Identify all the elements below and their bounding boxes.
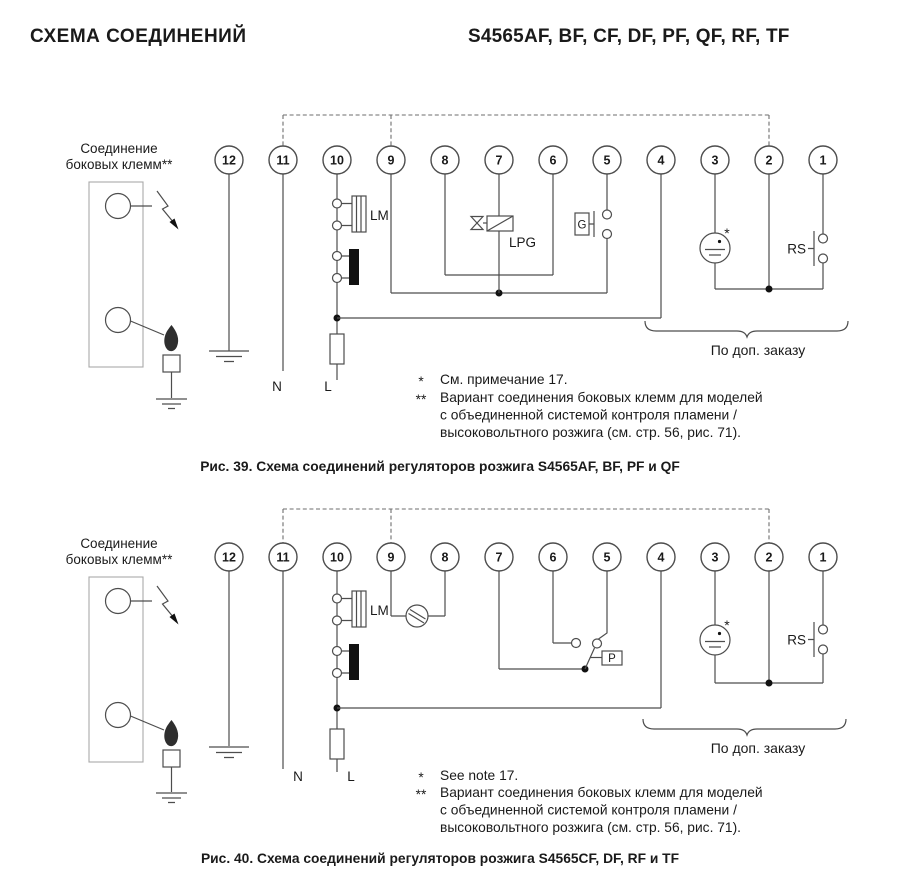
fig40-fan-motor [391,571,445,627]
fig39-optional-brace [645,321,848,358]
fig40-side-label-1: Соединение [80,536,158,551]
fig39-terminal-strip [215,146,837,174]
terminal-10 [323,146,351,174]
terminal-label: 8 [441,550,449,565]
note-text: с объединенной системой контроля пламени / [440,802,737,818]
fig40-lm-label: LM [370,603,389,618]
terminal-label: 12 [222,153,236,168]
fig39-g-label: G [577,219,587,232]
fig39-earth-terminal12 [209,174,249,362]
terminal-label: 10 [330,550,344,565]
terminal-10 [323,543,351,571]
terminal-label: 4 [657,550,665,565]
terminal-4 [647,543,675,571]
fig40-pressure-switch [499,571,622,673]
fig39-side-label-1: Соединение [80,141,158,156]
fig40-limit-module [333,571,389,627]
fig39-gas-switch [575,174,612,293]
fig39-flame-sensor [700,174,730,289]
fig39-limit-module [333,174,389,232]
page-header [0,26,903,50]
terminal-label: 9 [387,153,395,168]
note-marker: * [418,770,424,785]
fig39-optional-label: По доп. заказу [710,342,806,358]
fig40-optional-brace [643,719,846,756]
terminal-8 [431,146,459,174]
terminal-label: 3 [711,153,719,168]
fig39-sensor-bus [715,174,823,293]
fig40-caption: Рис. 40. Схема соединений регуляторов розжига S4565CF, DF, RF и TF [200,851,680,866]
terminal-3 [701,146,729,174]
terminal-3 [701,543,729,571]
fig39-rs-label: RS [787,241,806,257]
terminal-label: 1 [819,153,827,168]
fig39-side-label-2: боковых клемм** [65,157,173,172]
fig40-side-label-2: боковых клемм** [65,552,173,567]
fig40-wiring-diagram [0,490,903,880]
terminal-6 [539,146,567,174]
terminal-1 [809,543,837,571]
terminal-label: 5 [603,550,611,565]
note-marker: ** [415,392,427,407]
terminal-1 [809,146,837,174]
terminal-label: 11 [276,153,290,168]
fig39-dashed-link [283,115,769,146]
fig40-notes [416,768,763,835]
fig40-sensor-bus [715,571,823,687]
terminal-2 [755,543,783,571]
fig39-lm-label: LM [370,208,389,223]
fig40-optional-label: По доп. заказу [710,740,806,756]
terminal-label: 5 [603,153,611,168]
fig39-line-label: L [324,379,332,394]
note-text: высоковольтного розжига (см. стр. 56, рис. 71). [440,820,742,835]
flame-icon [164,720,178,746]
fig40-side-terminal-block [66,536,187,803]
spark-icon [157,191,174,223]
fig39-notes [416,372,763,440]
model-list-title: S4565AF, BF, CF, DF, PF, QF, RF, TF [468,26,790,47]
terminal-label: 1 [819,550,827,565]
fig40-flame-sensor [700,571,730,683]
terminal-label: 7 [495,550,503,565]
fig40-rs-label: RS [787,632,806,648]
terminal-label: 6 [549,550,557,565]
fig40-reset-switch [787,571,827,683]
terminal-2 [755,146,783,174]
fig39-side-terminal-block [66,141,187,409]
flame-icon [164,325,178,351]
spark-icon [157,586,174,618]
terminal-label: 7 [495,153,503,168]
terminal-6 [539,543,567,571]
note-marker: ** [415,787,427,802]
terminal-4 [647,146,675,174]
fig40-p-label: P [608,653,616,665]
page-title: СХЕМА СОЕДИНЕНИЙ [30,26,247,47]
fig39-sensor-note-marker: * [724,225,730,241]
fig39-fuse [324,283,344,395]
fig40-terminal-strip [215,543,837,571]
terminal-9 [377,543,405,571]
terminal-12 [215,146,243,174]
terminal-label: 2 [765,153,773,168]
fig39-push-button [333,230,360,285]
fig40-fuse [330,678,355,785]
note-text: высоковольтного розжига (см. стр. 56, рис. 71). [440,425,742,440]
terminal-9 [377,146,405,174]
terminal-label: 6 [549,153,557,168]
note-marker: * [418,374,424,389]
fig40-push-button [333,625,360,680]
terminal-11 [269,543,297,571]
fig39-reset-switch [787,174,827,289]
terminal-label: 2 [765,550,773,565]
fig39-caption: Рис. 39. Схема соединений регуляторов розжига S4565AF, BF, PF и QF [200,459,680,474]
terminal-5 [593,543,621,571]
note-text: с объединенной системой контроля пламени / [440,407,737,423]
terminal-label: 3 [711,550,719,565]
terminal-label: 11 [276,550,290,565]
fig39-lpg-label: LPG [509,235,537,250]
terminal-label: 9 [387,550,395,565]
fig39-wiring-diagram [0,95,903,485]
fig40-neutral-label: N [293,769,303,784]
note-text: См. примечание 17. [440,372,568,387]
note-text: See note 17. [440,768,519,783]
fig40-earth-terminal12 [209,571,249,758]
terminal-label: 4 [657,153,665,168]
fig40-line-label: L [347,769,355,784]
note-text: Вариант соединения боковых клемм для моделей [440,785,763,800]
terminal-11 [269,146,297,174]
terminal-12 [215,543,243,571]
terminal-label: 10 [330,153,344,168]
fig40-sensor-note-marker: * [724,617,730,633]
terminal-label: 8 [441,153,449,168]
terminal-5 [593,146,621,174]
fig39-neutral-label: N [272,379,282,394]
terminal-label: 12 [222,550,236,565]
note-text: Вариант соединения боковых клемм для моделей [440,390,763,405]
terminal-7 [485,543,513,571]
fig40-dashed-link [283,509,769,543]
terminal-8 [431,543,459,571]
terminal-7 [485,146,513,174]
